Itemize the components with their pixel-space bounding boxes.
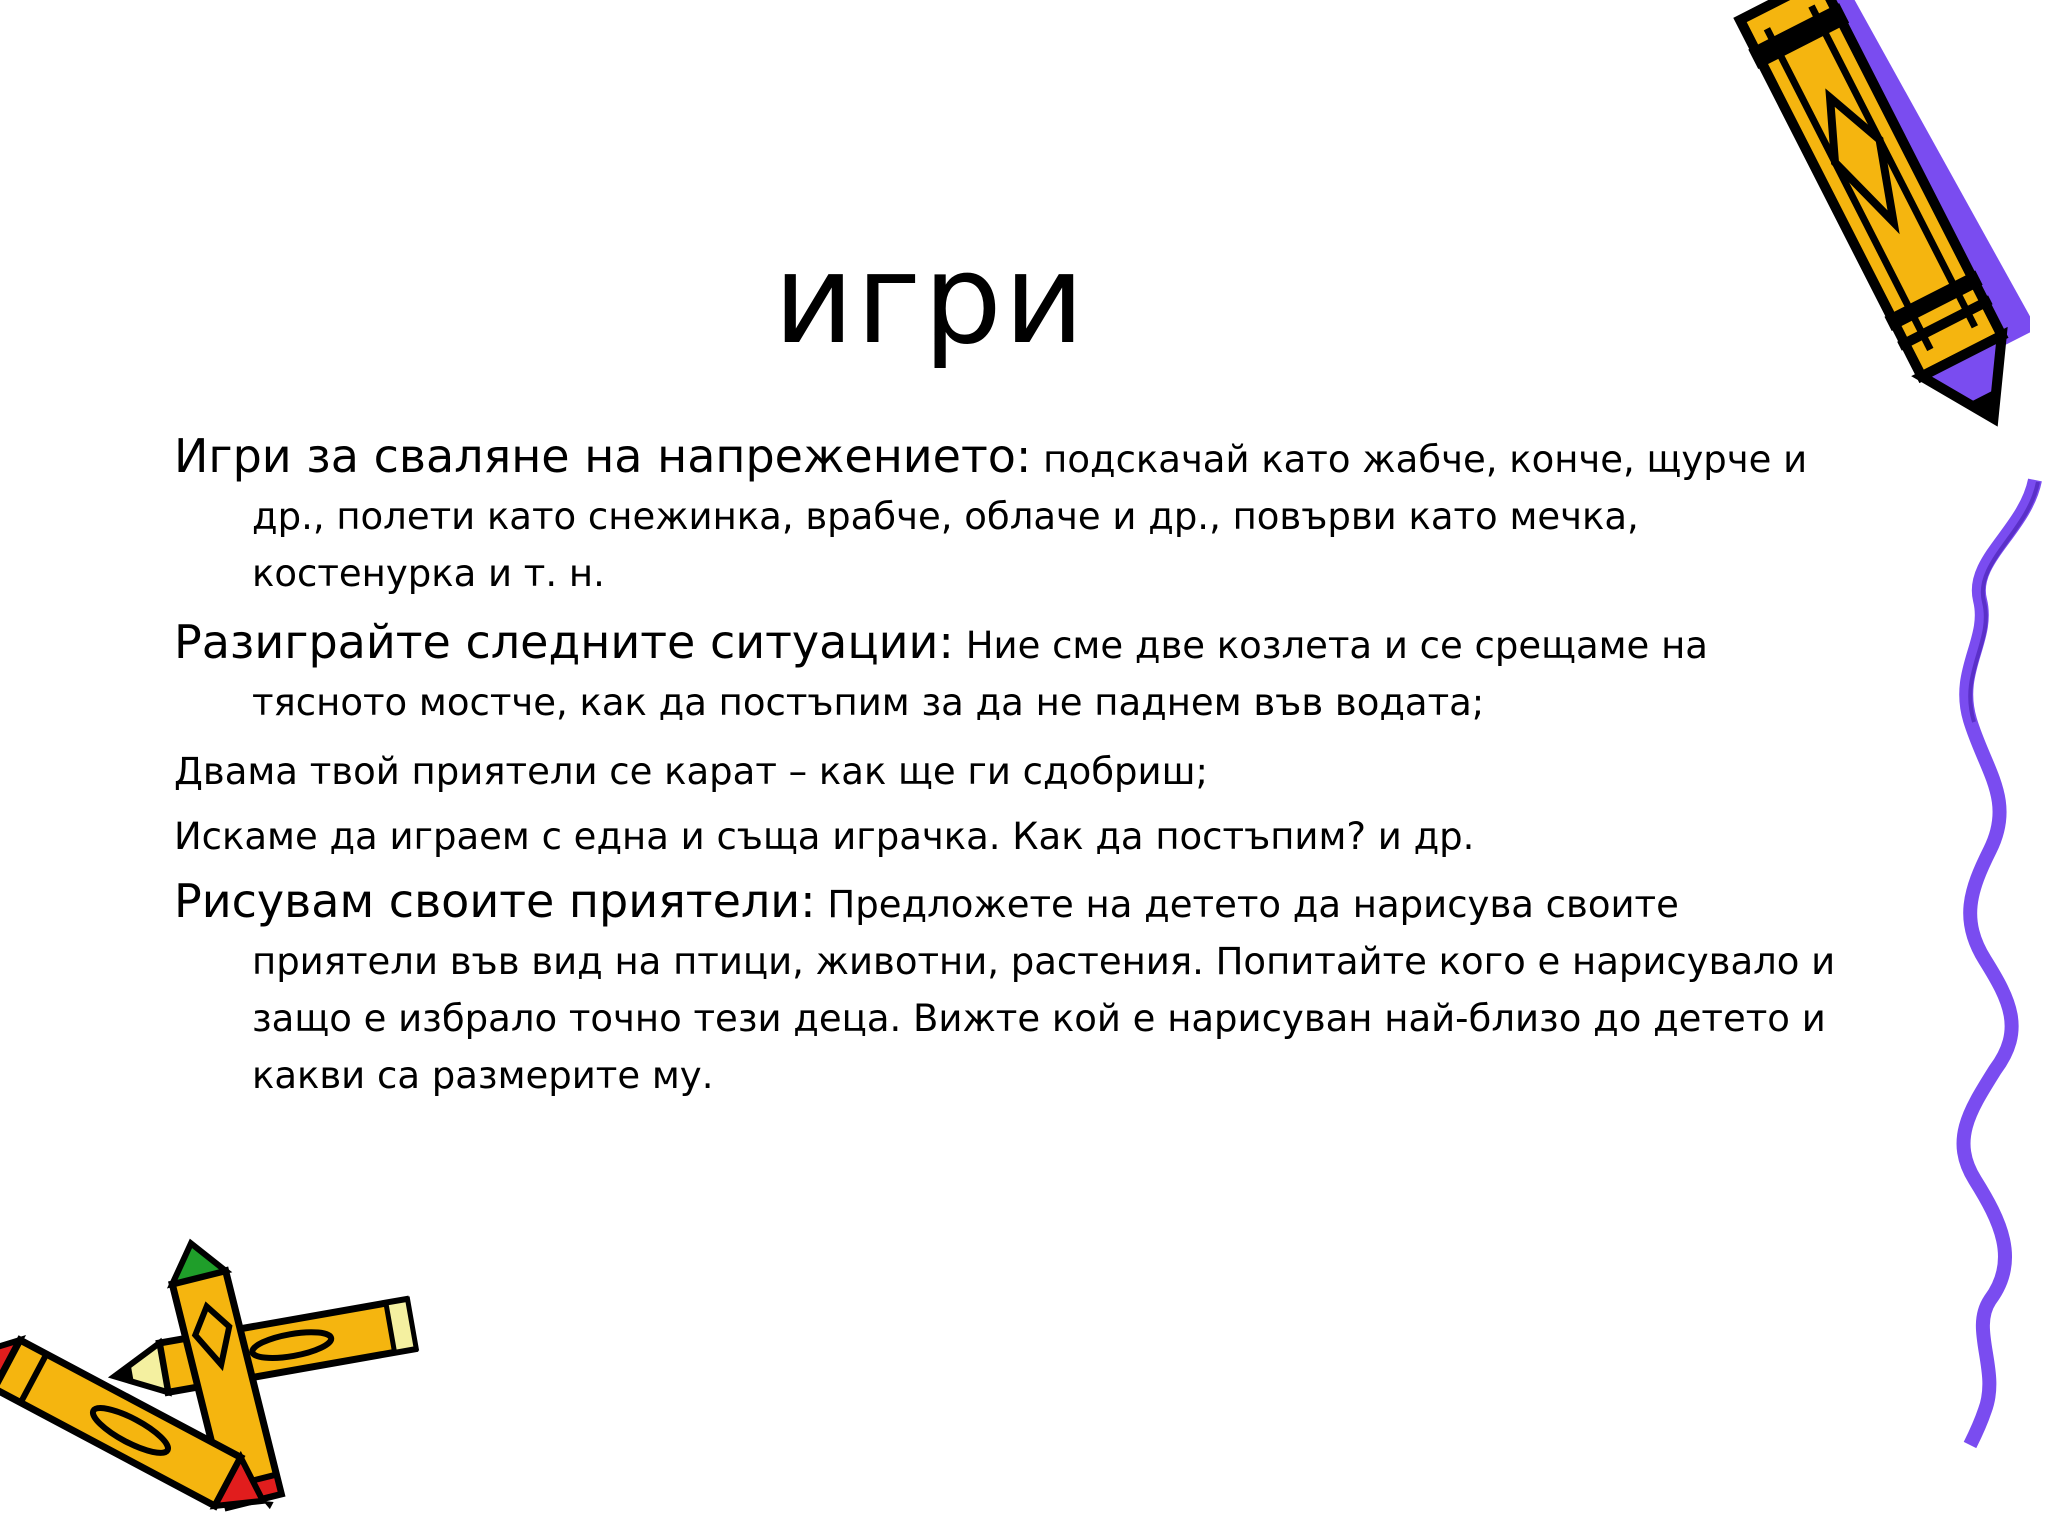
- slide-body: [174, 428, 1874, 1116]
- slide-title: игри: [773, 228, 1087, 372]
- paragraph-text: Искаме да играем с една и съща играчка. Как да постъпим? и др.: [174, 815, 1475, 858]
- paragraph-text: Двама твой приятели се карат – как ще ги сдобриш;: [174, 750, 1208, 793]
- paragraph-situations: [174, 614, 1874, 731]
- paragraph-lead: Игри за сваляне на напрежението:: [174, 429, 1032, 483]
- paragraph-same-toy: [174, 808, 1874, 865]
- paragraph-stress-games: [174, 428, 1874, 602]
- paragraph-lead: Разиграйте следните ситуации:: [174, 615, 954, 669]
- paragraph-lead: Рисувам своите приятели:: [174, 874, 816, 928]
- paragraph-text: подскачай като жабче, конче, щурче и др., полети като снежинка, врабче, облаче и др., повърви като мечка, костенурка и т. н.: [252, 438, 1808, 595]
- paragraph-text: Предложете на детето да нарисува своите приятели във вид на птици, животни, растения. Попитайте кого е нарисувало и защо е избрало точно тези деца. Вижте кой е нарисуван най-близо до детето и какви са размерите му.: [252, 883, 1836, 1097]
- paragraph-text: Ние сме две козлета и се срещаме на тясното мостче, как да постъпим за да не паднем във водата;: [252, 624, 1708, 724]
- wavy-line-icon: [1930, 470, 2048, 1450]
- paragraph-drawing-friends: [174, 873, 1874, 1104]
- crayons-icon: [0, 1230, 420, 1536]
- paragraph-two-friends: [174, 743, 1874, 800]
